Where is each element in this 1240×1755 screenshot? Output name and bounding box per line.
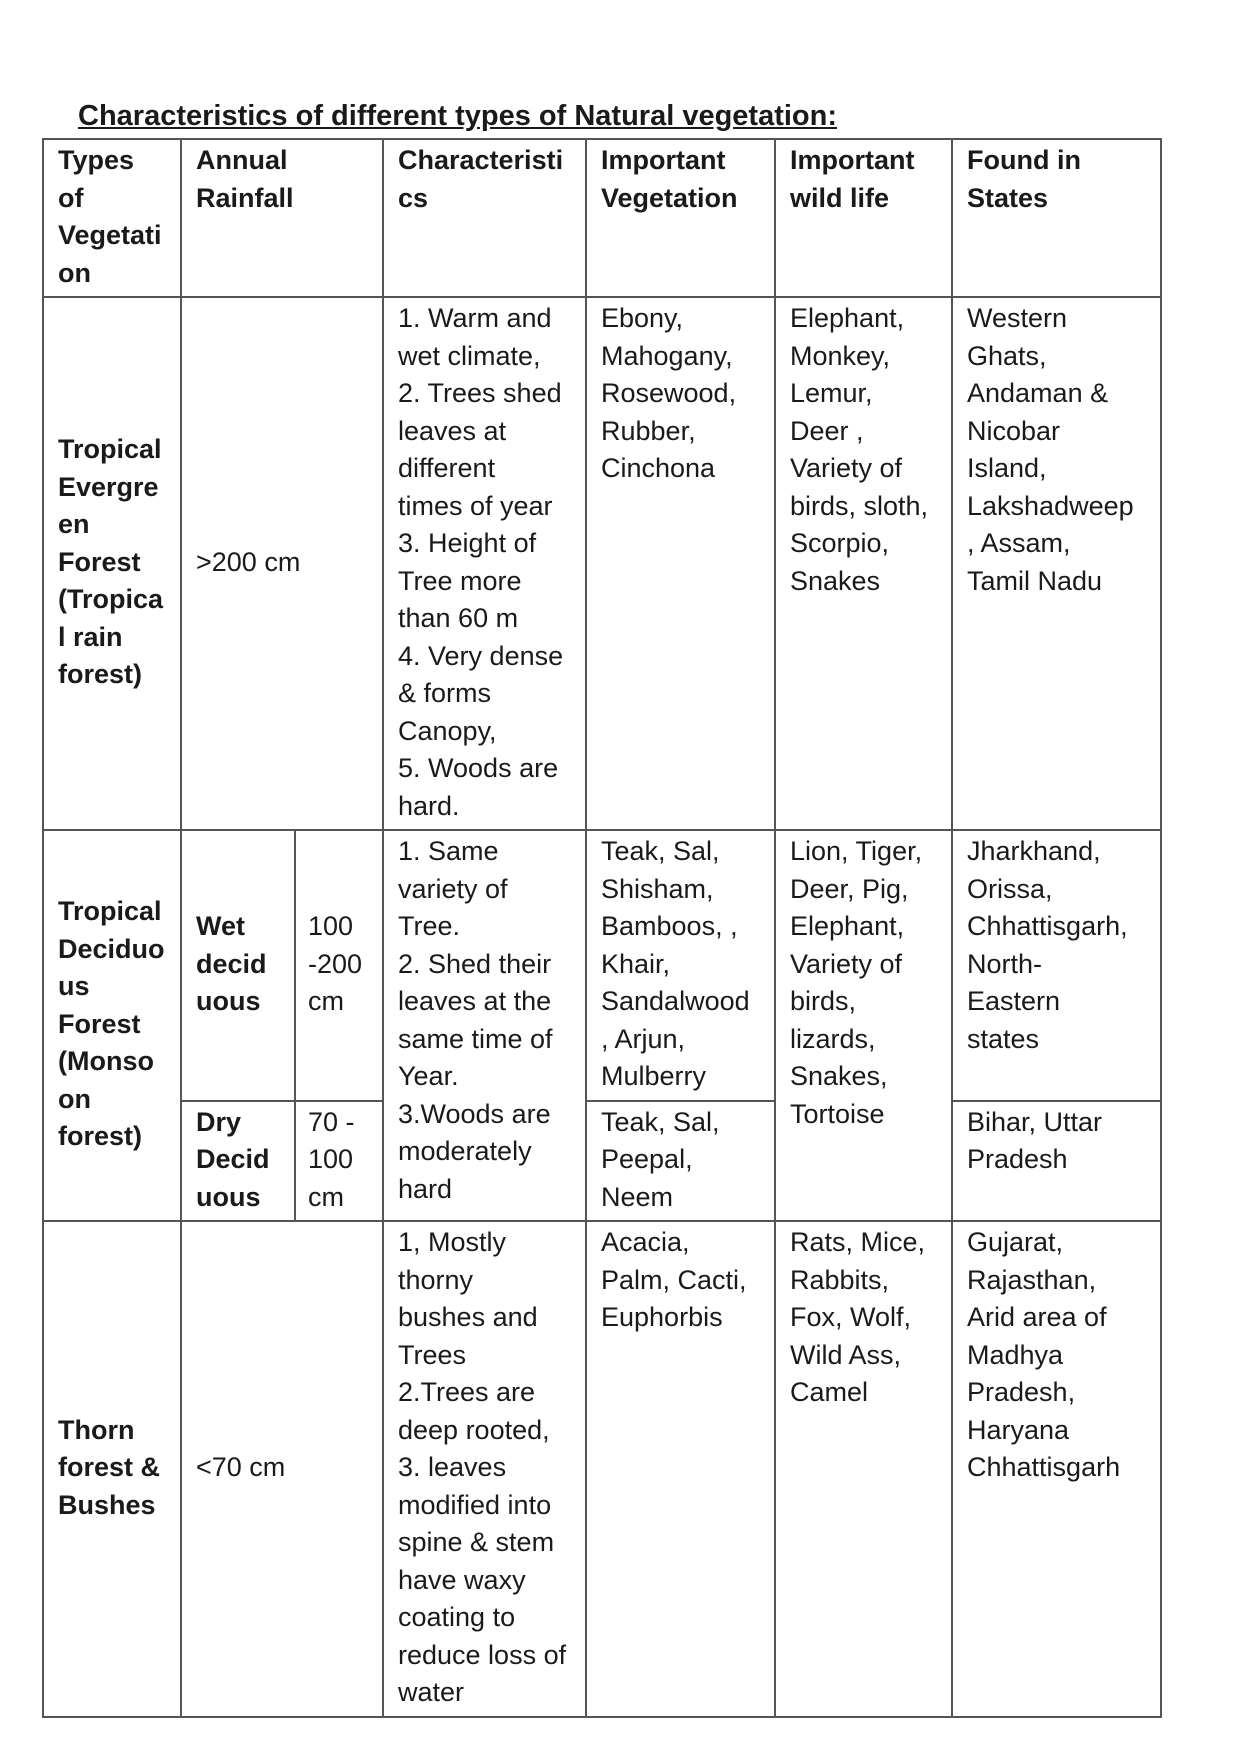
cell-line: 2.Trees are: [398, 1377, 536, 1407]
cell-wildlife-evergreen: [775, 297, 952, 830]
header-vegetation: [586, 139, 775, 297]
cell-line: Tree more: [398, 565, 522, 596]
cell-line: Thorn: [58, 1414, 135, 1445]
cell-line: us: [58, 971, 90, 1002]
table-row-deciduous-dry: [43, 1101, 1161, 1222]
header-type: [43, 139, 181, 297]
cell-line: Elephant,: [790, 303, 905, 333]
cell-line: Vegetati: [58, 220, 162, 250]
cell-line: Rainfall: [196, 182, 294, 213]
vegetation-table: [42, 138, 1162, 1718]
cell-line: thorny: [398, 1264, 474, 1295]
cell-line: 5. Woods are: [398, 753, 559, 783]
cell-line: Ghats,: [967, 340, 1047, 371]
cell-line: on: [58, 1083, 91, 1114]
cell-line: 100: [308, 1144, 354, 1174]
cell-line: Year.: [398, 1061, 459, 1091]
cell-line: Evergre: [58, 471, 159, 502]
cell-line: Bihar, Uttar: [967, 1106, 1103, 1137]
cell-line: Island,: [967, 453, 1047, 483]
cell-line: Jharkhand,: [967, 836, 1101, 866]
cell-line: Snakes: [790, 565, 881, 596]
cell-line: birds,: [790, 986, 857, 1016]
cell-line: States: [967, 182, 1049, 213]
cell-line: Pradesh: [967, 1144, 1068, 1174]
cell-line: variety of: [398, 873, 508, 904]
header-wildlife: [775, 139, 952, 297]
cell-line: wet climate,: [398, 340, 541, 371]
cell-vegetation-wet: [586, 830, 775, 1101]
cell-line: Wild Ass,: [790, 1339, 902, 1370]
cell-line: Lion, Tiger,: [790, 836, 923, 866]
cell-line: Elephant,: [790, 911, 905, 941]
cell-line: than 60 m: [398, 603, 519, 633]
cell-line: Deer, Pig,: [790, 873, 909, 904]
header-characteristics: [383, 139, 586, 297]
cell-line: , Assam,: [967, 528, 1071, 558]
cell-line: Nicobar: [967, 415, 1061, 446]
cell-line: bushes and: [398, 1302, 538, 1332]
cell-line: Khair,: [601, 948, 671, 979]
header-row: [43, 139, 1161, 297]
cell-line: deep rooted,: [398, 1414, 550, 1445]
cell-line: Acacia,: [601, 1227, 690, 1257]
cell-line: moderately: [398, 1136, 532, 1166]
cell-line: Forest: [58, 1008, 141, 1039]
cell-vegetation-dry: [586, 1101, 775, 1222]
cell-line: Mulberry: [601, 1061, 707, 1091]
table-row-deciduous-wet: [43, 830, 1161, 1101]
table-row-evergreen: [43, 297, 1161, 830]
cell-characteristics-thorn: [383, 1221, 586, 1717]
cell-line: have waxy: [398, 1564, 526, 1595]
cell-line: wild life: [790, 182, 890, 213]
cell-wet-label: [181, 830, 295, 1101]
cell-line: reduce loss of: [398, 1639, 567, 1670]
cell-line: Forest: [58, 546, 141, 577]
cell-line: Rats, Mice,: [790, 1227, 926, 1257]
cell-line: Canopy,: [398, 715, 497, 746]
cell-line: forest &: [58, 1452, 161, 1482]
cell-line: states: [967, 1023, 1040, 1054]
cell-type-thorn: [43, 1221, 181, 1717]
cell-line: Cinchona: [601, 453, 716, 483]
cell-line: 100: [308, 911, 354, 941]
cell-line: Lemur,: [790, 378, 873, 408]
cell-line: 3. leaves: [398, 1452, 507, 1482]
cell-line: Tropical: [58, 896, 162, 927]
cell-line: Variety of: [790, 453, 903, 483]
cell-line: Bamboos, ,: [601, 911, 738, 941]
cell-line: Peepal,: [601, 1144, 693, 1174]
cell-line: Gujarat,: [967, 1227, 1064, 1257]
cell-line: Camel: [790, 1377, 869, 1407]
header-rainfall: [181, 139, 383, 297]
cell-line: coating to: [398, 1602, 516, 1632]
cell-wildlife-thorn: [775, 1221, 952, 1717]
cell-line: water: [398, 1677, 465, 1707]
cell-line: on: [58, 257, 91, 288]
cell-line: forest): [58, 1121, 143, 1152]
cell-line: Characteristi: [398, 145, 564, 175]
cell-line: Haryana: [967, 1414, 1070, 1445]
cell-line: Deciduo: [58, 933, 165, 964]
cell-characteristics-deciduous: [383, 830, 586, 1221]
cell-line: Rabbits,: [790, 1264, 890, 1295]
cell-line: hard.: [398, 790, 460, 821]
cell-line: 3. Height of: [398, 528, 537, 558]
cell-line: spine & stem: [398, 1527, 555, 1557]
cell-line: Dry: [196, 1106, 242, 1137]
cell-wildlife-deciduous: [775, 830, 952, 1221]
cell-type-deciduous: [43, 830, 181, 1221]
cell-line: Chhattisgarh,: [967, 911, 1128, 941]
cell-line: leaves at: [398, 415, 507, 446]
cell-line: Chhattisgarh: [967, 1452, 1121, 1482]
cell-line: uous: [196, 986, 261, 1016]
cell-line: Wet: [196, 911, 246, 941]
cell-line: Sandalwood: [601, 986, 750, 1016]
cell-line: Fox, Wolf,: [790, 1302, 912, 1332]
table-row-thorn: [43, 1221, 1161, 1717]
cell-line: Scorpio,: [790, 528, 890, 558]
cell-characteristics-evergreen: [383, 297, 586, 830]
cell-type-evergreen: [43, 297, 181, 830]
cell-rainfall-thorn: <70 cm: [181, 1221, 383, 1717]
cell-line: l rain: [58, 621, 123, 652]
cell-line: Lakshadweep: [967, 490, 1134, 521]
cell-line: same time of: [398, 1023, 553, 1054]
cell-line: uous: [196, 1181, 261, 1212]
cell-states-evergreen: [952, 297, 1161, 830]
cell-line: leaves at the: [398, 986, 552, 1016]
cell-line: Snakes,: [790, 1061, 888, 1091]
cell-states-dry: [952, 1101, 1161, 1222]
cell-line: Eastern: [967, 986, 1061, 1016]
cell-line: Tree.: [398, 911, 461, 941]
cell-line: forest): [58, 659, 143, 690]
cell-line: cm: [308, 986, 344, 1016]
cell-line: 4. Very dense: [398, 640, 564, 671]
cell-line: 1, Mostly: [398, 1227, 507, 1257]
cell-line: North-: [967, 948, 1043, 979]
cell-line: Monkey,: [790, 340, 891, 371]
cell-line: Mahogany,: [601, 340, 733, 371]
cell-line: Orissa,: [967, 873, 1053, 904]
page-title: Characteristics of different types of Natural vegetation:: [78, 100, 837, 132]
cell-line: Ebony,: [601, 303, 684, 333]
cell-line: Bushes: [58, 1489, 156, 1520]
cell-line: Rubber,: [601, 415, 696, 446]
cell-line: lizards,: [790, 1023, 876, 1054]
cell-line: Western: [967, 303, 1068, 333]
cell-line: different: [398, 453, 496, 483]
cell-line: cs: [398, 182, 429, 213]
cell-dry-range: [295, 1101, 383, 1222]
cell-line: 1. Same: [398, 836, 499, 866]
cell-line: en: [58, 509, 90, 540]
cell-line: -200: [308, 948, 363, 979]
cell-line: Teak, Sal,: [601, 836, 720, 866]
cell-line: Madhya: [967, 1339, 1064, 1370]
cell-line: Shisham,: [601, 873, 714, 904]
cell-line: Important: [790, 145, 915, 175]
cell-line: 2. Trees shed: [398, 378, 562, 408]
cell-vegetation-evergreen: [586, 297, 775, 830]
cell-line: , Arjun,: [601, 1023, 686, 1054]
cell-line: modified into: [398, 1489, 552, 1520]
cell-line: Decid: [196, 1144, 270, 1174]
cell-line: cm: [308, 1181, 344, 1212]
cell-line: Teak, Sal,: [601, 1106, 720, 1137]
cell-states-thorn: [952, 1221, 1161, 1717]
cell-line: Pradesh,: [967, 1377, 1076, 1407]
cell-line: times of year: [398, 490, 553, 521]
cell-line: Rosewood,: [601, 378, 737, 408]
cell-line: Tamil Nadu: [967, 565, 1103, 596]
cell-line: 70 -: [308, 1106, 355, 1137]
cell-wet-range: [295, 830, 383, 1101]
cell-line: Vegetation: [601, 182, 738, 213]
cell-line: Tortoise: [790, 1098, 885, 1129]
cell-line: hard: [398, 1173, 453, 1204]
cell-line: & forms: [398, 678, 492, 708]
cell-states-wet: [952, 830, 1161, 1101]
cell-line: Rajasthan,: [967, 1264, 1097, 1295]
cell-vegetation-thorn: [586, 1221, 775, 1717]
cell-line: Palm, Cacti,: [601, 1264, 747, 1295]
cell-line: 1. Warm and: [398, 303, 552, 333]
cell-line: 3.Woods are: [398, 1098, 551, 1129]
cell-line: Andaman &: [967, 378, 1109, 408]
cell-line: 2. Shed their: [398, 948, 552, 979]
cell-line: Trees: [398, 1339, 467, 1370]
cell-line: Neem: [601, 1181, 674, 1212]
cell-line: Tropical: [58, 434, 162, 465]
cell-line: Arid area of: [967, 1302, 1107, 1332]
cell-line: birds, sloth,: [790, 490, 929, 521]
cell-line: Types of: [58, 145, 135, 213]
cell-line: Found in: [967, 145, 1081, 175]
cell-rainfall-evergreen: >200 cm: [181, 297, 383, 830]
cell-line: Annual: [196, 145, 288, 175]
cell-line: Variety of: [790, 948, 903, 979]
cell-line: decid: [196, 948, 267, 979]
cell-line: Important: [601, 145, 726, 175]
cell-line: (Tropica: [58, 584, 164, 615]
cell-line: Deer ,: [790, 415, 864, 446]
cell-line: (Monso: [58, 1046, 154, 1077]
cell-dry-label: [181, 1101, 295, 1222]
cell-line: Euphorbis: [601, 1302, 723, 1332]
header-states: [952, 139, 1161, 297]
